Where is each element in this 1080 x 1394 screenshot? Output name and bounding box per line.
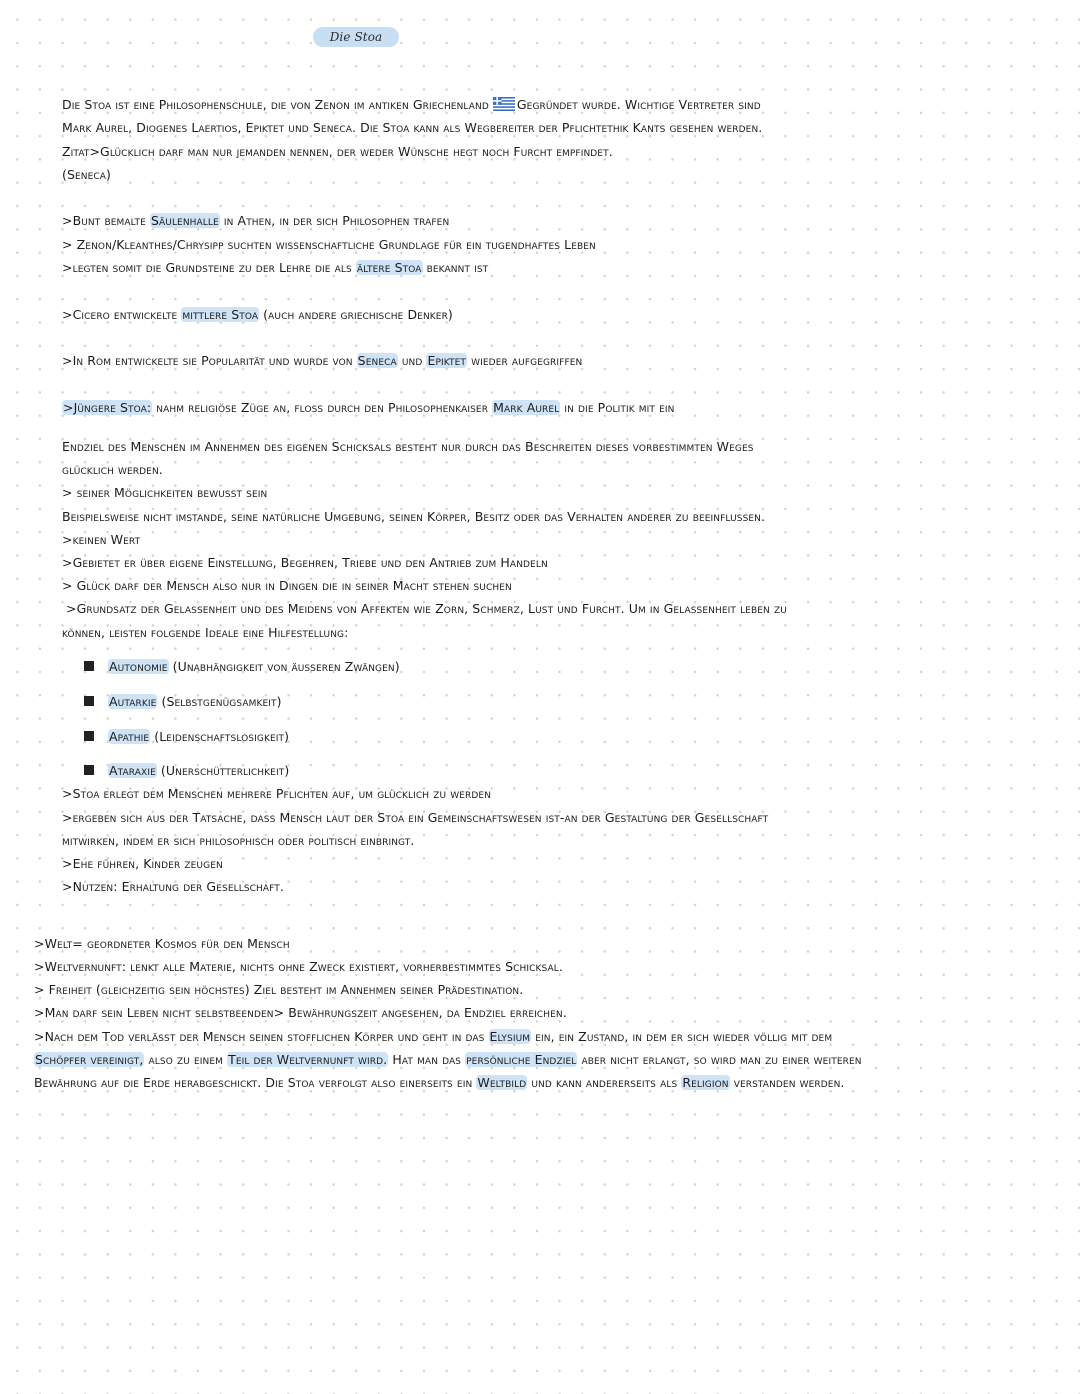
ethics-line-7: > Glück darf der Mensch also nur in Dingen die in seiner Macht stehen suchen — [62, 578, 512, 593]
duties-line-5: >Nutzen: Erhaltung der Gesellschaft. — [62, 879, 284, 894]
text: (auch andere griechische Denker) — [259, 307, 453, 322]
ethics-line-8: >Grundsatz der Gelassenheit und des Meidens von Affekten wie Zorn, Schmerz, Lust und Furcht. Um in Gelassenheit leben zu — [66, 601, 787, 616]
history-line-3 — [62, 258, 488, 278]
ideal-term: Autonomie — [109, 659, 168, 674]
highlight: Weltbild — [477, 1075, 527, 1090]
history-line-4 — [62, 305, 453, 325]
highlight: Schöpfer vereinigt, — [35, 1052, 144, 1067]
highlight: persönliche Endziel — [466, 1052, 577, 1067]
world-line-3: > Freiheit (gleichzeitig sein höchstes) Ziel besteht im Annehmen seiner Prädestination. — [34, 982, 524, 997]
ideal-term: Apathie — [109, 729, 150, 744]
world-line-5 — [34, 1027, 832, 1047]
world-line-4: >Man darf sein Leben nicht selbstbeenden> Bewährungszeit angesehen, da Endziel erreichen. — [34, 1005, 567, 1020]
text: >In Rom entwickelte sie Popularität und wurde von — [62, 353, 357, 368]
ideal-item — [84, 692, 282, 712]
history-line-5 — [62, 351, 582, 371]
square-bullet-icon — [84, 731, 94, 741]
ethics-line-4: Beispielsweise nicht imstande, seine natürliche Umgebung, seinen Körper, Besitz oder das Verhalten anderer zu beeinflussen. — [62, 509, 766, 524]
duties-line-3: mitwirken, indem er sich philosophisch oder politisch einbringt. — [62, 833, 415, 848]
intro-line-1 — [62, 95, 761, 115]
duties-line-2: >ergeben sich aus der Tatsache, dass Mensch laut der Stoa ein Gemeinschaftswesen ist-an der Gestaltung der Gesellschaft — [62, 810, 769, 825]
highlight: Säulenhalle — [150, 213, 219, 228]
text: >Cicero entwickelte — [62, 307, 182, 322]
square-bullet-icon — [84, 661, 94, 671]
text: ein, ein Zustand, in dem er sich wieder völlig mit dem — [531, 1029, 833, 1044]
ethics-line-5: >keinen Wert — [62, 532, 141, 547]
ethics-line-1: Endziel des Menschen im Annehmen des eigenen Schicksals besteht nur durch das Beschreiten dieses vorbestimmten Weges — [62, 439, 754, 454]
ideal-desc: (Selbstgenügsamkeit) — [157, 694, 282, 709]
ideal-item — [84, 727, 289, 747]
ethics-line-3: > seiner Möglichkeiten bewusst sein — [62, 485, 268, 500]
highlight: Teil der Weltvernunft wird. — [228, 1052, 388, 1067]
text: >Bunt bemalte — [62, 213, 150, 228]
duties-line-4: >Ehe führen, Kinder zeugen — [62, 856, 223, 871]
text: verstanden werden. — [729, 1075, 845, 1090]
history-line-6 — [62, 398, 674, 418]
ideal-item — [84, 761, 289, 781]
text: Bewährung auf die Erde herabgeschickt. Die Stoa verfolgt also einerseits ein — [34, 1075, 477, 1090]
highlight: Religion — [682, 1075, 729, 1090]
highlight: >Jüngere Stoa: — [63, 400, 152, 415]
text: >legten somit die Grundsteine zu der Lehre die als — [62, 260, 356, 275]
highlight: mittlere Stoa — [182, 307, 259, 322]
text: wieder aufgegriffen — [467, 353, 583, 368]
ethics-line-2: glücklich werden. — [62, 462, 163, 477]
highlight: ältere Stoa — [356, 260, 422, 275]
highlight: Elysium — [489, 1029, 531, 1044]
highlight: Mark Aurel — [493, 400, 560, 415]
highlight: Seneca — [357, 353, 397, 368]
history-line-1 — [62, 211, 449, 231]
ideal-term: Autarkie — [109, 694, 157, 709]
ideal-desc: (Unerschütterlichkeit) — [156, 763, 290, 778]
history-line-2: > Zenon/Kleanthes/Chrysipp suchten wissenschaftliche Grundlage für ein tugendhaftes Leben — [62, 237, 596, 252]
square-bullet-icon — [84, 696, 94, 706]
text: also zu einem — [144, 1052, 228, 1067]
ideal-desc: (Leidenschaftslosigkeit) — [150, 729, 290, 744]
quote-author: (Seneca) — [62, 167, 112, 182]
intro-line-2: Mark Aurel, Diogenes Laertios, Epiktet und Seneca. Die Stoa kann als Wegbereiter der Pflichtethik Kants gesehen werden. — [62, 120, 763, 135]
ethics-line-6: >Gebietet er über eigene Einstellung, Begehren, Triebe und den Antrieb zum Handeln — [62, 555, 548, 570]
text: und kann andererseits als — [527, 1075, 682, 1090]
square-bullet-icon — [84, 765, 94, 775]
ideal-desc: (Unabhängigkeit von äußeren Zwängen) — [168, 659, 400, 674]
text: in Athen, in der sich Philosophen trafen — [219, 213, 450, 228]
ethics-line-9: können, leisten folgende Ideale eine Hilfestellung: — [62, 625, 349, 640]
intro-text: Die Stoa ist eine Philosophenschule, die von Zenon im antiken Griechenland — [62, 97, 489, 112]
intro-text: Gegründet wurde. Wichtige Vertreter sind — [516, 97, 761, 112]
text: aber nicht erlangt, so wird man zu einer weiteren — [577, 1052, 862, 1067]
text: in die Politik mit ein — [560, 400, 675, 415]
text: >Nach dem Tod verlässt der Mensch seinen stofflichen Körper und geht in das — [34, 1029, 489, 1044]
text: Hat man das — [388, 1052, 466, 1067]
world-line-6 — [34, 1050, 862, 1070]
text: nahm religiöse Züge an, floss durch den Philosophenkaiser — [152, 400, 493, 415]
world-line-7 — [34, 1073, 844, 1093]
ideal-item — [84, 657, 400, 677]
highlight: Epiktet — [427, 353, 467, 368]
ideal-term: Ataraxie — [109, 763, 156, 778]
greek-flag-icon — [493, 97, 515, 111]
page-title: Die Stoa — [313, 27, 399, 47]
text: bekannt ist — [422, 260, 489, 275]
world-line-2: >Weltvernunft: lenkt alle Materie, nichts ohne Zweck existiert, vorherbestimmtes Schicksal. — [34, 959, 563, 974]
world-line-1: >Welt= geordneter Kosmos für den Mensch — [34, 936, 290, 951]
text: und — [397, 353, 427, 368]
duties-line-1: >Stoa erlegt dem Menschen mehrere Pflichten auf, um glücklich zu werden — [62, 786, 492, 801]
quote-line: Zitat>Glücklich darf man nur jemanden nennen, der weder Wünsche hegt noch Furcht empfindet. — [62, 144, 613, 159]
